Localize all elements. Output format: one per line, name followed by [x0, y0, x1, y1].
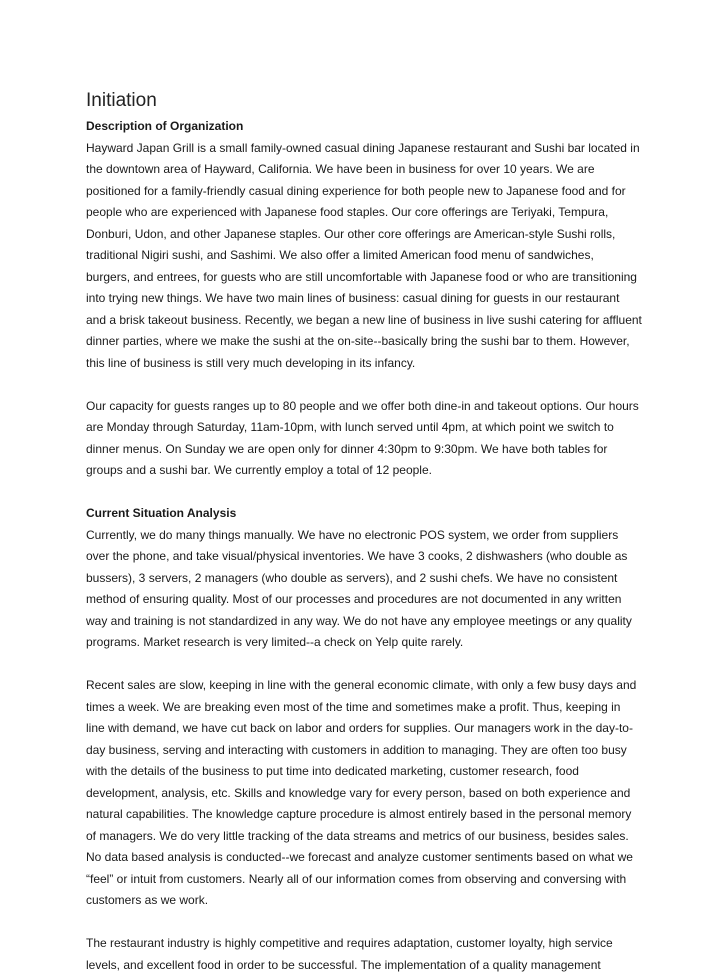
- text-line: The restaurant industry is highly competitive and requires adaptation, customer loyalty, high service: [86, 933, 646, 955]
- text-line: bussers), 3 servers, 2 managers (who double as servers), and 2 sushi chefs. We have no consistent: [86, 568, 646, 590]
- text-line: way and training is not standardized in any way. We do not have any employee meetings or any quality: [86, 611, 646, 633]
- text-line: burgers, and entrees, for guests who are still uncomfortable with Japanese food or who are transitioning: [86, 267, 646, 289]
- text-line: “feel” or intuit from customers. Nearly all of our information comes from observing and conversing with: [86, 869, 646, 891]
- paragraph-spacer: [86, 654, 646, 676]
- text-line: Currently, we do many things manually. We have no electronic POS system, we order from suppliers: [86, 525, 646, 547]
- text-line: into trying new things. We have two main lines of business: casual dining for guests in our restaurant: [86, 288, 646, 310]
- text-line: levels, and excellent food in order to be successful. The implementation of a quality management: [86, 955, 646, 976]
- paragraph: [86, 675, 646, 912]
- paragraph: [86, 933, 646, 976]
- paragraph-spacer: [86, 374, 646, 396]
- text-line: traditional Nigiri sushi, and Sashimi. We also offer a limited American food menu of sandwiches,: [86, 245, 646, 267]
- section-spacer: [86, 482, 646, 504]
- document-body: [86, 116, 646, 976]
- text-line: over the phone, and take visual/physical inventories. We have 3 cooks, 2 dishwashers (who double as: [86, 546, 646, 568]
- text-line: line with demand, we have cut back on labor and orders for supplies. Our managers work in the day-to-: [86, 718, 646, 740]
- paragraph: [86, 138, 646, 375]
- text-line: the downtown area of Hayward, California. We have been in business for over 10 years. We are: [86, 159, 646, 181]
- text-line: times a week. We are breaking even most of the time and sometimes make a profit. Thus, keeping in: [86, 697, 646, 719]
- text-line: natural capabilities. The knowledge capture procedure is almost entirely based in the personal memory: [86, 804, 646, 826]
- text-line: method of ensuring quality. Most of our processes and procedures are not documented in any written: [86, 589, 646, 611]
- section-heading: Description of Organization: [86, 116, 646, 138]
- text-line: Hayward Japan Grill is a small family-owned casual dining Japanese restaurant and Sushi bar located in: [86, 138, 646, 160]
- text-line: with the details of the business to put time into dedicated marketing, customer research, food: [86, 761, 646, 783]
- text-line: Donburi, Udon, and other Japanese staples. Our other core offerings are American-style Sushi rolls,: [86, 224, 646, 246]
- text-line: No data based analysis is conducted--we forecast and analyze customer sentiments based on what we: [86, 847, 646, 869]
- text-line: Recent sales are slow, keeping in line with the general economic climate, with only a few busy days and: [86, 675, 646, 697]
- paragraph-spacer: [86, 912, 646, 934]
- text-line: are Monday through Saturday, 11am-10pm, with lunch served until 4pm, at which point we switch to: [86, 417, 646, 439]
- paragraph: [86, 525, 646, 654]
- text-line: and a brisk takeout business. Recently, we began a new line of business in live sushi catering for affluent: [86, 310, 646, 332]
- text-line: Our capacity for guests ranges up to 80 people and we offer both dine-in and takeout options. Our hours: [86, 396, 646, 418]
- text-line: dinner menus. On Sunday we are open only for dinner 4:30pm to 9:30pm. We have both tables for: [86, 439, 646, 461]
- text-line: groups and a sushi bar. We currently employ a total of 12 people.: [86, 460, 646, 482]
- text-line: of managers. We do very little tracking of the data streams and metrics of our business, besides sales.: [86, 826, 646, 848]
- text-line: development, analysis, etc. Skills and knowledge vary for every person, based on both experience and: [86, 783, 646, 805]
- text-line: customers as we work.: [86, 890, 646, 912]
- text-line: dinner parties, where we make the sushi at the on-site--basically bring the sushi bar to them. However,: [86, 331, 646, 353]
- section: [86, 503, 646, 976]
- text-line: positioned for a family-friendly casual dining experience for both people new to Japanese food and for: [86, 181, 646, 203]
- text-line: programs. Market research is very limited--a check on Yelp quite rarely.: [86, 632, 646, 654]
- text-line: day business, serving and interacting with customers in addition to managing. They are often too busy: [86, 740, 646, 762]
- document-page: [86, 88, 646, 976]
- section: [86, 116, 646, 503]
- section-heading: Current Situation Analysis: [86, 503, 646, 525]
- text-line: this line of business is still very much developing in its infancy.: [86, 353, 646, 375]
- paragraph: [86, 396, 646, 482]
- page-title: Initiation: [86, 88, 646, 114]
- text-line: people who are experienced with Japanese food staples. Our core offerings are Teriyaki, Tempura,: [86, 202, 646, 224]
